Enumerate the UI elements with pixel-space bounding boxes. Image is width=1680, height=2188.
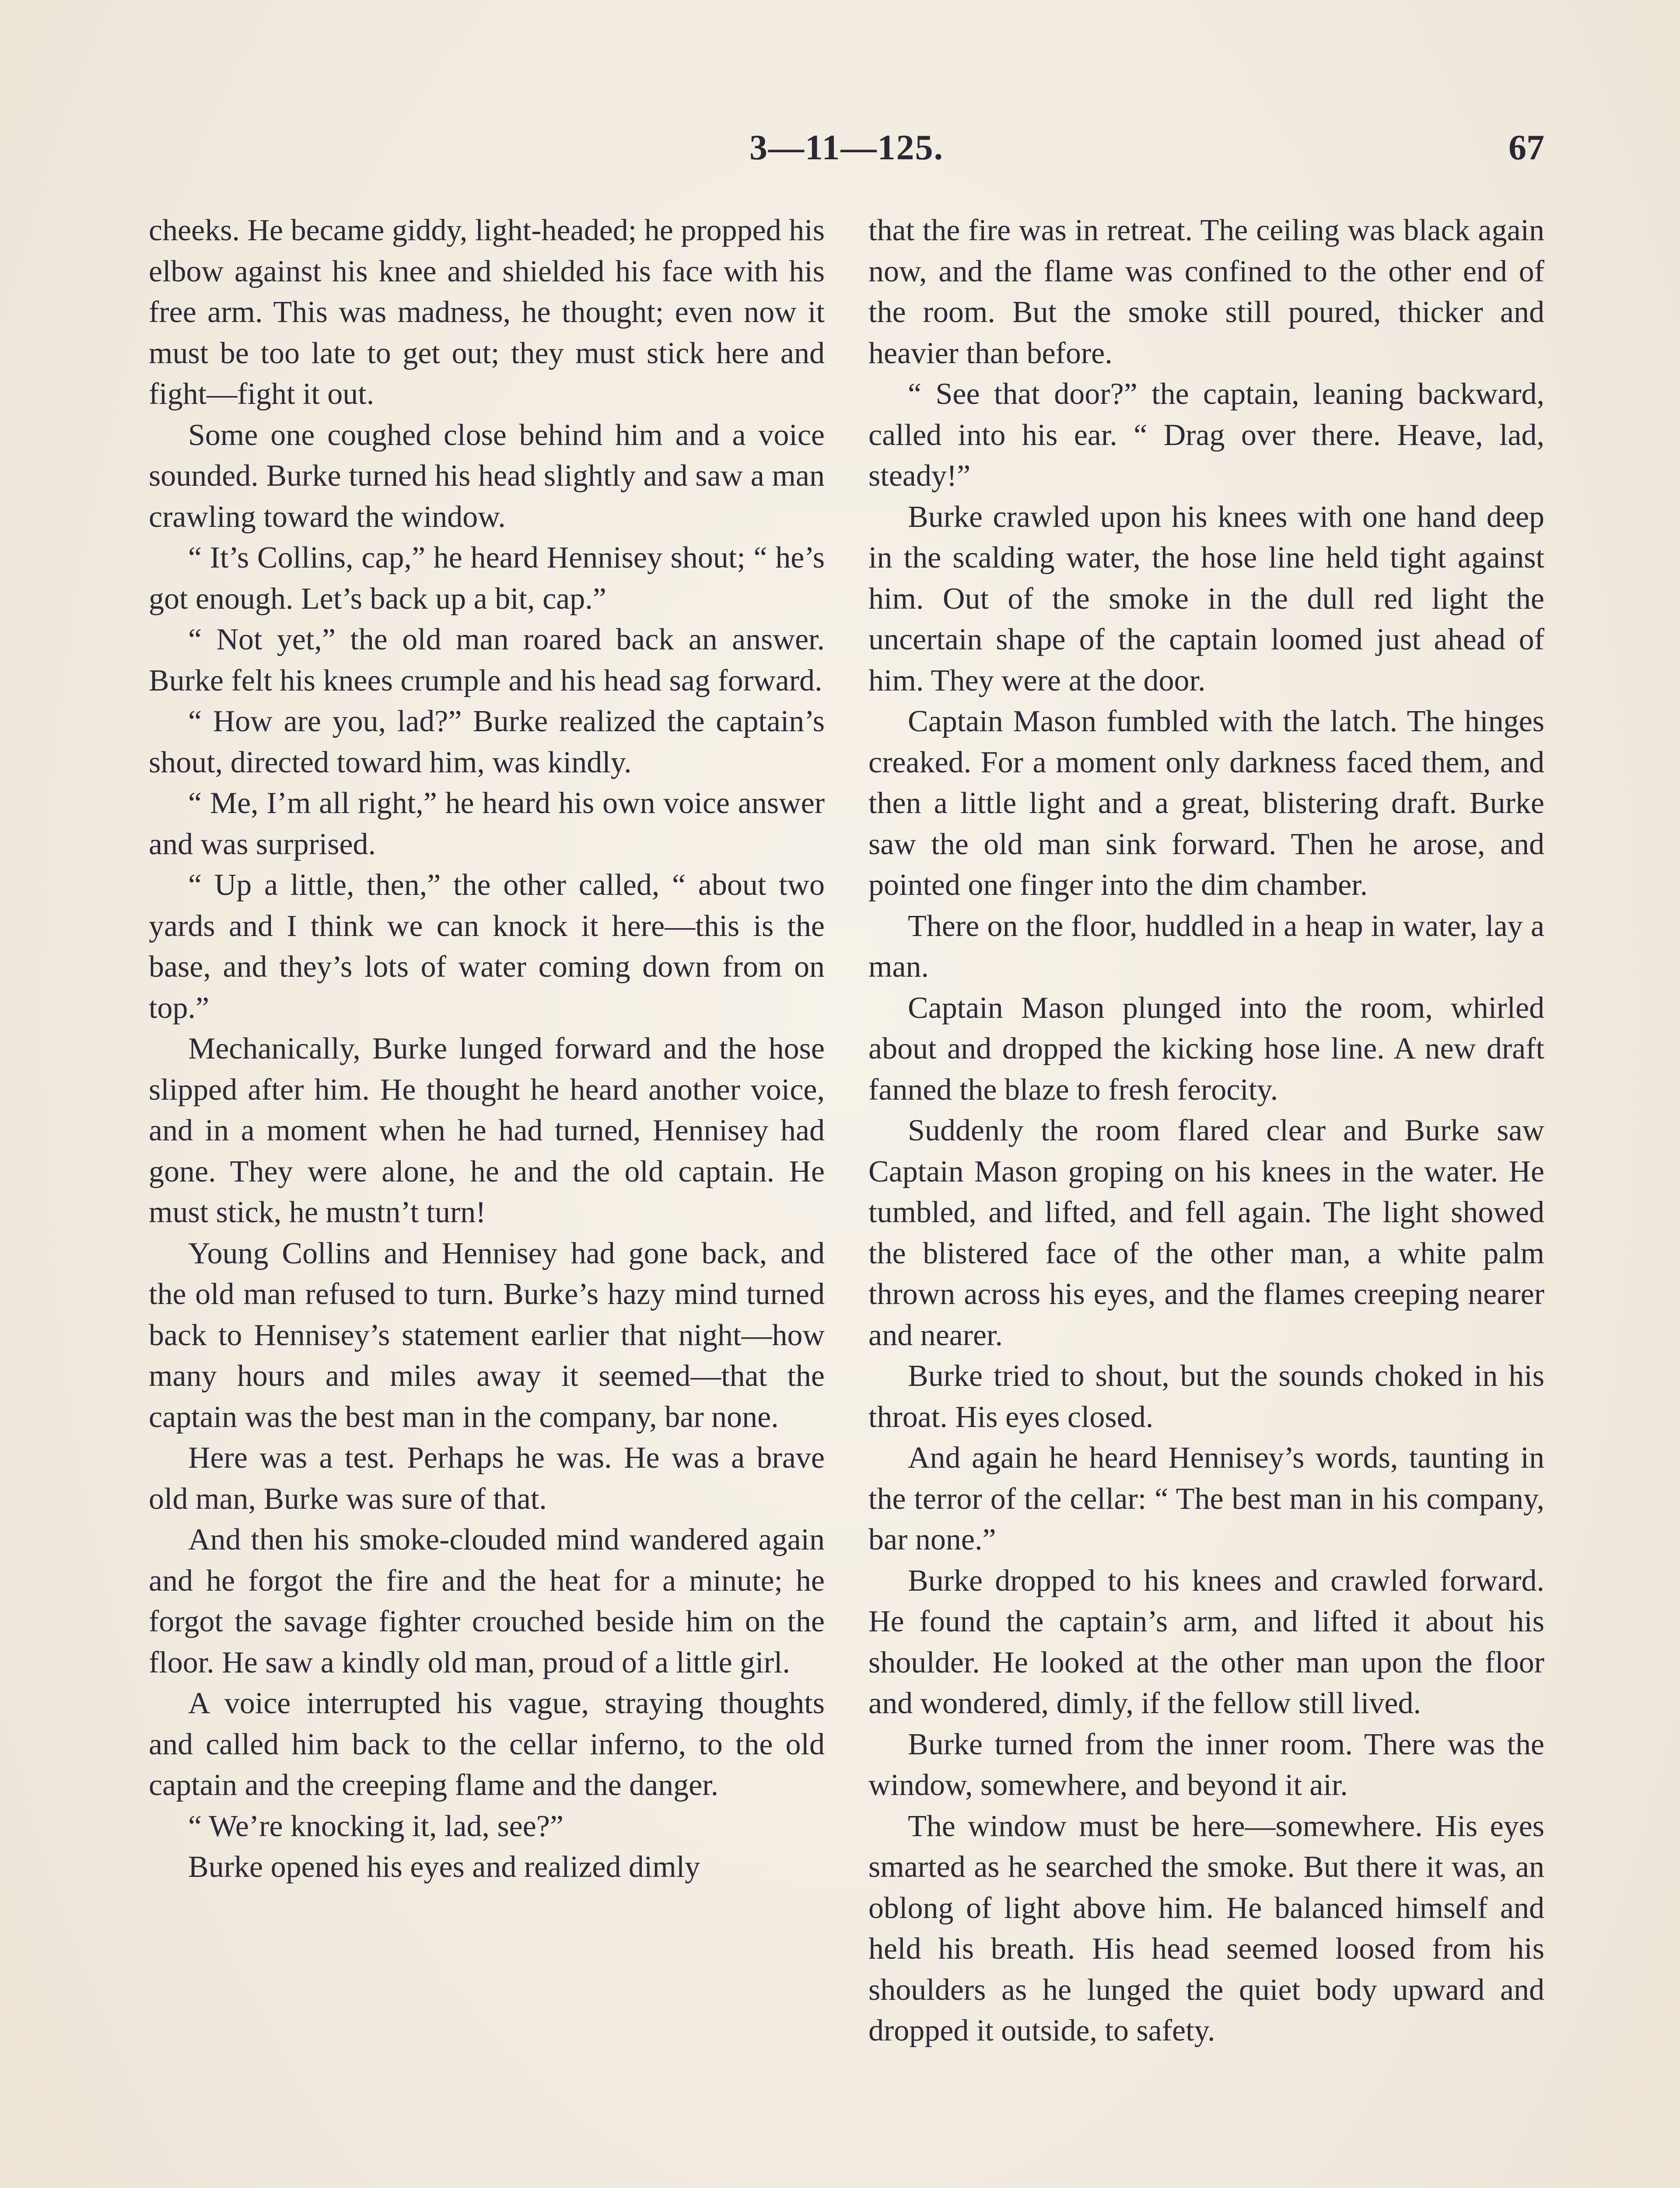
paragraph: Burke opened his eyes and realized dimly (188, 1850, 700, 1884)
paragraph: The window must be here—somewhere. His eyes smarted as he searched the smoke. But there it was, an oblong of light above him. He balanced himself and held his breath. His head seemed loosed from his shoulders as he lunged the quiet body upward and dropped it outside, to safety. (868, 1809, 1544, 2048)
paragraph: And then his smoke-clouded mind wandered again and he forgot the fire and the heat for a minute; he forgot the savage fighter crouched beside him on the floor. He saw a kindly old man, proud of a little girl. (149, 1523, 825, 1680)
page-header (149, 127, 1544, 188)
paragraph: “ It’s Collins, cap,” he heard Hennisey shout; “ he’s got enough. Let’s back up a bit, cap.” (149, 541, 825, 616)
paragraph: “ See that door?” the captain, leaning backward, called into his ear. “ Drag over there. Heave, lad, steady!” (868, 377, 1544, 493)
paragraph: “ Up a little, then,” the other called, “ about two yards and I think we can knock it here—this is the base, and they’s lots of water coming down from on top.” (149, 868, 825, 1025)
paragraph: Some one coughed close behind him and a voice sounded. Burke turned his head slightly and saw a man crawling toward the window. (149, 418, 825, 534)
paragraph: There on the floor, huddled in a heap in water, lay a man. (868, 909, 1544, 984)
paragraph: Young Collins and Hennisey had gone back, and the old man refused to turn. Burke’s hazy mind turned back to Hennisey’s statement earlier that night—how many hours and miles away it seemed—that the captain was the best man in the company, bar none. (149, 1236, 825, 1434)
paragraph: Burke tried to shout, but the sounds choked in his throat. His eyes closed. (868, 1359, 1544, 1434)
paragraph: Here was a test. Perhaps he was. He was a brave old man, Burke was sure of that. (149, 1441, 825, 1516)
paragraph: that the fire was in retreat. The ceiling was black again now, and the flame was confined to the other end of the room. But the smoke still poured, thicker and heavier than before. (868, 214, 1544, 370)
paragraph: “ Not yet,” the old man roared back an answer. Burke felt his knees crumple and his head sag forward. (149, 623, 825, 698)
text-columns (149, 210, 1544, 2188)
paragraph: Captain Mason plunged into the room, whirled about and dropped the kicking hose line. A new draft fanned the blaze to fresh ferocity. (868, 991, 1544, 1107)
paragraph: “ We’re knocking it, lad, see?” (188, 1809, 564, 1843)
paragraph: Suddenly the room flared clear and Burke saw Captain Mason groping on his knees in the water. He tumbled, and lifted, and fell again. The light showed the blistered face of the other man, a white palm thrown across his eyes, and the flames creeping nearer and nearer. (868, 1114, 1544, 1352)
paragraph: cheeks. He became giddy, light-headed; he propped his elbow against his knee and shielded his face with his free arm. This was madness, he thought; even now it must be too late to get out; they must stick here and fight—fight it out. (149, 214, 825, 411)
paragraph: Burke crawled upon his knees with one hand deep in the scalding water, the hose line held tight against him. Out of the smoke in the dull red light the uncertain shape of the captain loomed just ahead of him. They were at the door. (868, 500, 1544, 698)
right-column (868, 210, 1544, 2188)
paragraph: “ Me, I’m all right,” he heard his own voice answer and was surprised. (149, 786, 825, 861)
paragraph: Burke dropped to his knees and crawled forward. He found the captain’s arm, and lifted it about his shoulder. He looked at the other man upon the floor and wondered, dimly, if the fellow still lived. (868, 1564, 1544, 1720)
folio-code: 3—11—125. (749, 127, 944, 167)
paragraph: Captain Mason fumbled with the latch. The hinges creaked. For a moment only darkness faced them, and then a little light and a great, blistering draft. Burke saw the old man sink forward. Then he arose, and pointed one finger into the dim chamber. (868, 705, 1544, 902)
paragraph: Burke turned from the inner room. There was the window, somewhere, and beyond it air. (868, 1727, 1544, 1802)
paragraph: “ How are you, lad?” Burke realized the captain’s shout, directed toward him, was kindly. (149, 705, 825, 779)
paragraph: Mechanically, Burke lunged forward and the hose slipped after him. He thought he heard another voice, and in a moment when he had turned, Hennisey had gone. They were alone, he and the old captain. He must stick, he mustn’t turn! (149, 1032, 825, 1229)
left-column (149, 210, 825, 2188)
paragraph: A voice interrupted his vague, straying thoughts and called him back to the cellar inferno, to the old captain and the creeping flame and the danger. (149, 1687, 825, 1802)
paragraph: And again he heard Hennisey’s words, taunting in the terror of the cellar: “ The best man in his company, bar none.” (868, 1441, 1544, 1557)
page-number: 67 (1508, 127, 1544, 167)
